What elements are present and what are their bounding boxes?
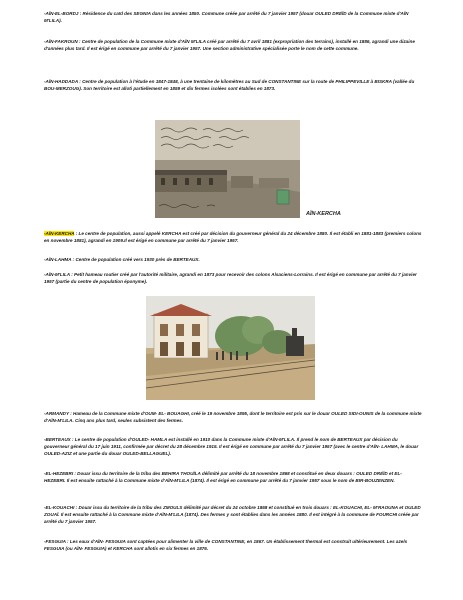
entry-head-highlighted: -AÏN-KERCHA xyxy=(44,231,75,236)
entry-fesguia xyxy=(44,538,422,552)
entry-ain-fakroun xyxy=(44,38,422,52)
entry-text: : Douar issu du territoire de la tribu des BEHIRA THOUÏLA délimité par arrêté du 18 novembre 1868 et constitué en deux douars : OULED DRÉÏD et EL-HEZEBRI. Il est ensuite rattaché à la Commune mixte d'AÏN-M'LILA (1874). Il est érigé en commune par arrêté du 7 janvier 1957 sous le nom de BIR-BOUZENZEN. xyxy=(44,471,402,483)
postcard-photo-station xyxy=(146,296,315,400)
entry-head: -EL-KOUACHI xyxy=(44,505,75,510)
entry-head: -AÏN-LAHMA xyxy=(44,257,72,262)
entry-text: : Douar issu du territoire de la tribu des ZMOULS délimité par décret du 24 octobre 1868 et constitué en trois douars : EL-KOUACHI, EL- M'RAOUNA et OULED ZOUAÏ. Il est ensuite rattaché à la Commune mixte d'AÏN-M'LILA (1874). Des fermes y sont établies dans les années 1880. Il est intégré à la commune de FOURCHI créée par arrêté du 7 janvier 1957. xyxy=(44,505,421,524)
entry-ain-mlila xyxy=(44,271,422,285)
entry-head: -AÏN-FAKROUN xyxy=(44,39,78,44)
postcard-village-illustration xyxy=(155,120,300,218)
photo-caption-ain-kercha: AÏN-KERCHA xyxy=(306,211,341,217)
postcard-photo-village xyxy=(155,120,300,218)
entry-ain-kercha xyxy=(44,230,422,244)
entry-head: -AÏN-M'LILA xyxy=(44,272,70,277)
entry-el-kouachi xyxy=(44,504,422,525)
entry-text: : Le centre de population, aussi appelé KERCHA est créé par décision du gouverneur général du 24 décembre 1880. Il est établi en 1881-1883 (premiers colons en novembre 1881), agrandi en 1909.Il est érigé en commune par arrêté du 7 janvier 1957. xyxy=(44,231,422,243)
entry-text: : Résidence du caïd des SEGNIA dans les années 1850. Commune créée par arrêté du 7 janvier 1957 (douar OULED DRÉÏD de la Commune mixte d'AÏN M'LILA). xyxy=(44,11,409,23)
entry-el-hezebri xyxy=(44,470,422,484)
entry-text: : Centre de population créé vers 1930 près de BERTEAUX. xyxy=(71,257,200,262)
entry-ain-haddada xyxy=(44,78,422,92)
entry-ain-lahma xyxy=(44,256,422,263)
entry-head: -FESGUIA xyxy=(44,539,66,544)
entry-text: : Le centre de population d'OULED- HAMLA est installé en 1910 dans la Commune mixte d'AÏN-M'LILA. Il prend le nom de BERTEAUX par décision du gouverneur général du 17 juin 1911, confirmée par décret du 28 décembre 1915. Il est érigé en commune par arrêté du 7 janvier 1957 (avec le centre d'AÏN- LAHMA, le douar OULED-AZIZ et une partie du douar OULED-BELLAGUEL). xyxy=(44,437,419,456)
entry-armandy xyxy=(44,410,422,424)
postcard-station-illustration xyxy=(146,296,315,400)
entry-text: : Les eaux d'AÏN- FESGUIA sont captées pour alimenter la ville de CONSTANTINE, en 1867. Un établissement thermal est construit ultérieurement. Les azels FESGUIA (ou AÏN- FESGUIA) et KERCHA sont allotis en six fermes en 1876. xyxy=(44,539,408,551)
entry-head: -EL-HEZEBRI xyxy=(44,471,74,476)
entry-text: : Centre de population de la Commune mixte d'AÏN M'LILA créé par arrêté du 7 avril 1881 (expropriation des terrains), installé en 1886, agrandi une dizaine d'années plus tard. Il est érigé en commune par arrêté du 7 janvier 1957. Une section administrative spécialisée porte le nom de cette commune. xyxy=(44,39,415,51)
entry-text: : Centre de population à l'étude en 1847-1848, à une trentaine de kilomètres au Sud de CONSTANTINE sur la route de PHILIPPEVILLE à BISKRA (vallée du BOU-MERZOUG). Son territoire est alloti partiellement en 1859 et dix fermes isolées sont établies en 1873. xyxy=(44,79,415,91)
entry-head: -AÏN-HADDADA xyxy=(44,79,79,84)
entry-text: : Hameau de la Commune mixte d'OUM- EL- BOUAGHI, créé le 19 novembre 1895, dont le territoire est pris sur le douar OULED SIDI-OUNIS de la commune mixte d'AÏN-M'LILA. Cinq ans plus tard, seules subsistent des fermes. xyxy=(44,411,422,423)
entry-head: -BERTEAUX xyxy=(44,437,71,442)
entry-berteaux xyxy=(44,436,422,457)
entry-text: : Petit hameau routier créé par l'autorité militaire, agrandi en 1873 pour recevoir des colons Alsaciens-Lorrains. Il est érigé en commune par arrêté du 7 janvier 1957 (partie du centre de population éponyme). xyxy=(44,272,417,284)
entry-head: -AÏN-EL-BORDJ xyxy=(44,11,79,16)
entry-head: -ARMANDY xyxy=(44,411,69,416)
entry-ain-el-bordj xyxy=(44,10,422,24)
